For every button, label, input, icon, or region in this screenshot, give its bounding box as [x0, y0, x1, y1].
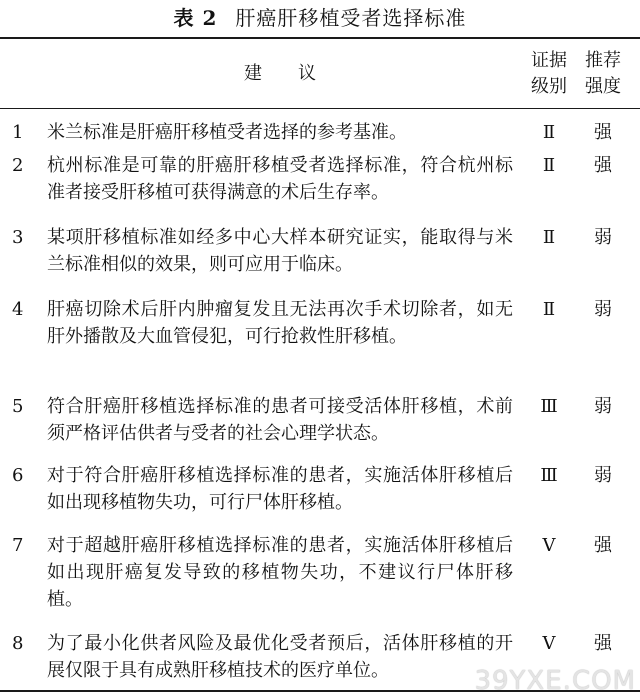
row-strength: 强 — [594, 155, 612, 176]
row-number: 1 — [12, 122, 24, 143]
row-recommendation: 为了最小化供者风险及最优化受者预后，活体肝移植的开展仅限于具有成熟肝移植技术的医疗单位。 — [47, 633, 513, 681]
table-label: 表 2 — [173, 6, 218, 30]
row-number: 6 — [12, 465, 24, 486]
row-evidence-level: Ⅴ — [542, 633, 556, 654]
row-evidence-level: Ⅱ — [542, 155, 556, 176]
row-evidence-level: Ⅱ — [542, 227, 556, 248]
row-recommendation: 肝癌切除术后肝内肿瘤复发且无法再次手术切除者，如无肝外播散及大血管侵犯，可行抢救性肝移植。 — [47, 299, 513, 347]
top-rule — [0, 37, 640, 39]
row-number: 3 — [12, 227, 24, 248]
row-recommendation: 杭州标准是可靠的肝癌肝移植受者选择标准，符合杭州标准者接受肝移植可获得满意的术后生存率。 — [47, 155, 513, 203]
row-strength: 强 — [594, 633, 612, 654]
row-strength: 强 — [594, 122, 612, 143]
row-number: 2 — [12, 155, 24, 176]
row-strength: 弱 — [594, 396, 612, 417]
row-strength: 强 — [594, 535, 612, 556]
row-number: 8 — [12, 633, 24, 654]
row-strength: 弱 — [594, 465, 612, 486]
row-evidence-level: Ⅲ — [540, 396, 558, 417]
row-recommendation: 符合肝癌肝移植选择标准的患者可接受活体肝移植，术前须严格评估供者与受者的社会心理学状态。 — [47, 396, 513, 444]
watermark: 39YXE.COM — [474, 666, 636, 696]
row-recommendation: 米兰标准是肝癌肝移植受者选择的参考基准。 — [47, 122, 407, 143]
row-evidence-level: Ⅴ — [542, 535, 556, 556]
row-evidence-level: Ⅱ — [542, 299, 556, 320]
header-recommendation: 建 议 — [244, 63, 316, 84]
row-strength: 弱 — [594, 299, 612, 320]
row-recommendation: 对于超越肝癌肝移植选择标准的患者，实施活体肝移植后如出现肝癌复发导致的移植物失功，不建议行尸体肝移植。 — [47, 535, 513, 610]
header-rule — [0, 108, 640, 109]
row-recommendation: 对于符合肝癌肝移植选择标准的患者，实施活体肝移植后如出现移植物失功，可行尸体肝移植。 — [47, 465, 513, 513]
row-number: 7 — [12, 535, 24, 556]
row-evidence-level: Ⅲ — [540, 465, 558, 486]
row-evidence-level: Ⅱ — [542, 122, 556, 143]
row-strength: 弱 — [594, 227, 612, 248]
header-evidence-level: 证据 级别 — [531, 50, 567, 97]
row-number: 5 — [12, 396, 24, 417]
table-title: 肝癌肝移植受者选择标准 — [235, 6, 467, 30]
row-recommendation: 某项肝移植标准如经多中心大样本研究证实，能取得与米兰标准相似的效果，则可应用于临床。 — [47, 227, 513, 275]
row-number: 4 — [12, 299, 24, 320]
header-recommendation-strength: 推荐 强度 — [585, 50, 621, 97]
table-caption — [0, 4, 640, 32]
